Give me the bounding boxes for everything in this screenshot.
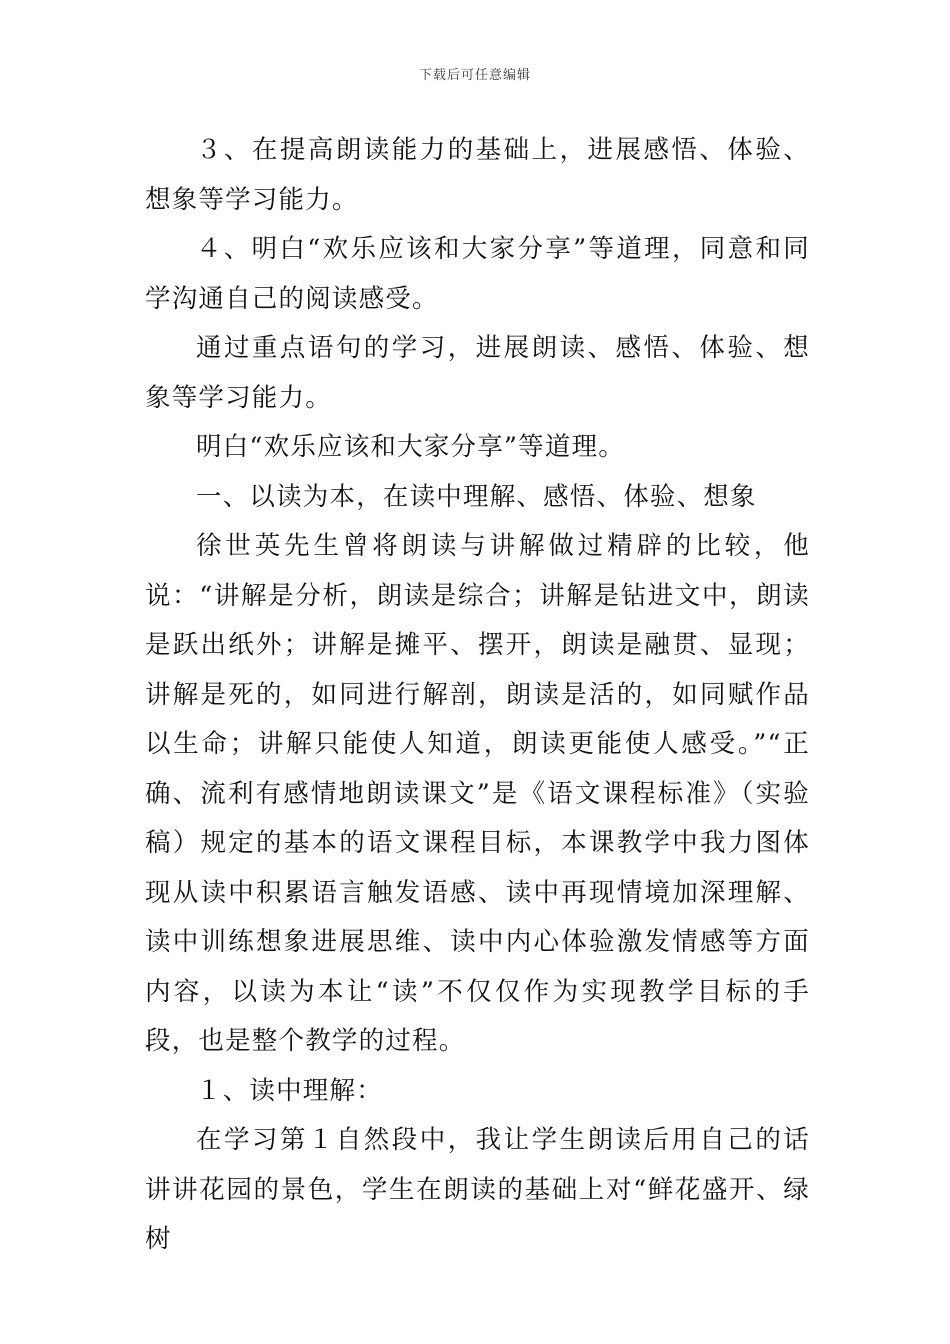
paragraph-goal-4: ４、明白“欢乐应该和大家分享”等道理，同意和同学沟通自己的阅读感受。	[145, 234, 810, 314]
paragraph-key-point: 通过重点语句的学习，进展朗读、感悟、体验、想象等学习能力。	[145, 333, 810, 413]
subheading-reading-comprehension: １、读中理解：	[196, 1075, 383, 1106]
paragraph-goal-3: ３、在提高朗读能力的基础上，进展感悟、体验、想象等学习能力。	[145, 135, 810, 215]
paragraph-difficulty: 明白“欢乐应该和大家分享”等道理。	[196, 432, 625, 462]
paragraph-quote: 徐世英先生曾将朗读与讲解做过精辟的比较，他说：“讲解是分析，朗读是综合；讲解是钻进文中，朗读是跃出纸外；讲解是摊平、摆开，朗读是融贯、显现；讲解是死的，如同进行解剖，朗读是活的，如同赋作品以生命；讲解只能使人知道，朗读更能使人感受。”“正确、流利有感情地朗读课文”是《语文课程标准》（实验稿）规定的基本的语文课程目标，本课教学中我力图体现从读中积累语言触发语感、读中再现情境加深理解、读中训练想象进展思维、读中内心体验激发情感等方面内容，以读为本让“读”不仅仅作为实现教学目标的手段，也是整个教学的过程。	[145, 531, 810, 1056]
page-header: 下载后可任意编辑	[418, 68, 531, 83]
section-heading-1: 一、以读为本，在读中理解、感悟、体验、想象	[196, 481, 757, 512]
document-body	[145, 126, 810, 1265]
paragraph-example: 在学习第１自然段中，我让学生朗读后用自己的话讲讲花园的景色，学生在朗读的基础上对“鲜花盛开、绿树	[145, 1125, 810, 1254]
